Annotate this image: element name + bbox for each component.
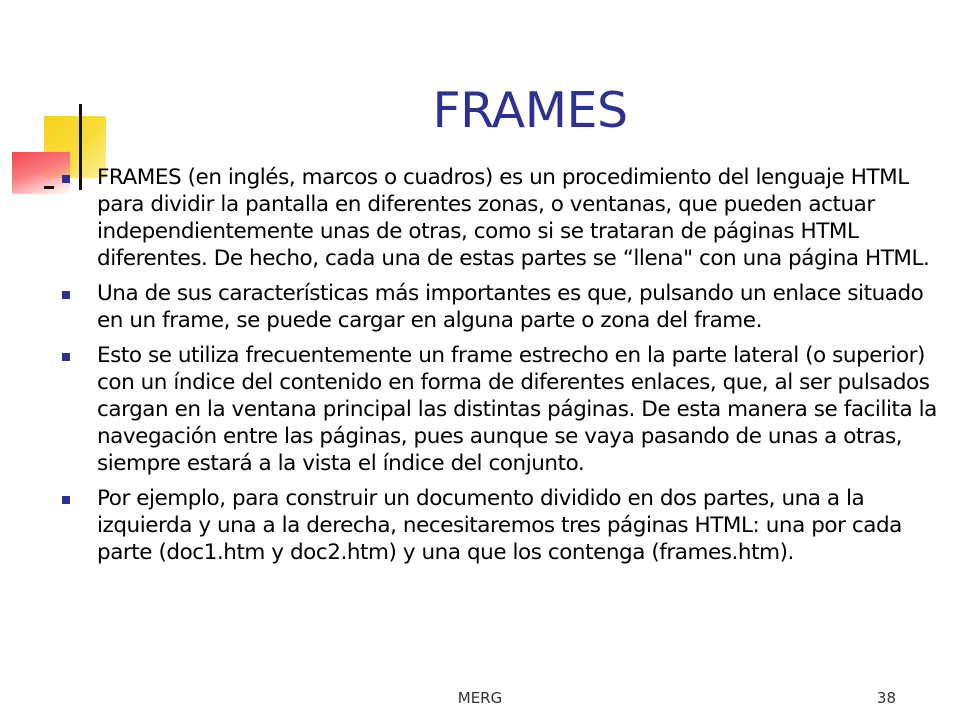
footer-label: MERG [457,689,503,707]
bullet-item [62,485,942,566]
bullet-text: Por ejemplo, para construir un documento dividido en dos partes, una a la izquierda y una a la derecha, necesitaremos tres páginas HTML: una por cada parte (doc1.htm y doc2.htm) y una que los contenga (frames.htm). [97,486,902,565]
square-bullet-icon [62,291,70,299]
bullet-item [62,342,942,477]
bullet-item [62,280,942,334]
slide-title: FRAMES [432,82,628,139]
bullet-text: Una de sus características más importantes es que, pulsando un enlace situado en un frame, se puede cargar en alguna parte o zona del frame. [97,281,924,333]
page-number: 38 [876,689,896,707]
bullet-text: Esto se utiliza frecuentemente un frame estrecho en la parte lateral (o superior) con un índice del contenido en forma de diferentes enlaces, que, al ser pulsados cargan en la ventana principal las distintas páginas. De esta manera se facilita la navegación entre las páginas, pues aunque se vaya pasando de unas a otras, siempre estará a la vista el índice del conjunto. [97,343,937,476]
bullet-list [62,164,942,574]
square-bullet-icon [62,496,70,504]
bullet-text: FRAMES (en inglés, marcos o cuadros) es un procedimiento del lenguaje HTML para dividir la pantalla en diferentes zonas, o ventanas, que pueden actuar independientemente unas de otras, como si se trataran de páginas HTML diferentes. De hecho, cada una de estas partes se “llena" con una página HTML. [97,165,930,271]
bullet-item [62,164,942,272]
square-bullet-icon [62,175,70,183]
corner-decoration-horizontal-line [44,186,54,189]
square-bullet-icon [62,353,70,361]
